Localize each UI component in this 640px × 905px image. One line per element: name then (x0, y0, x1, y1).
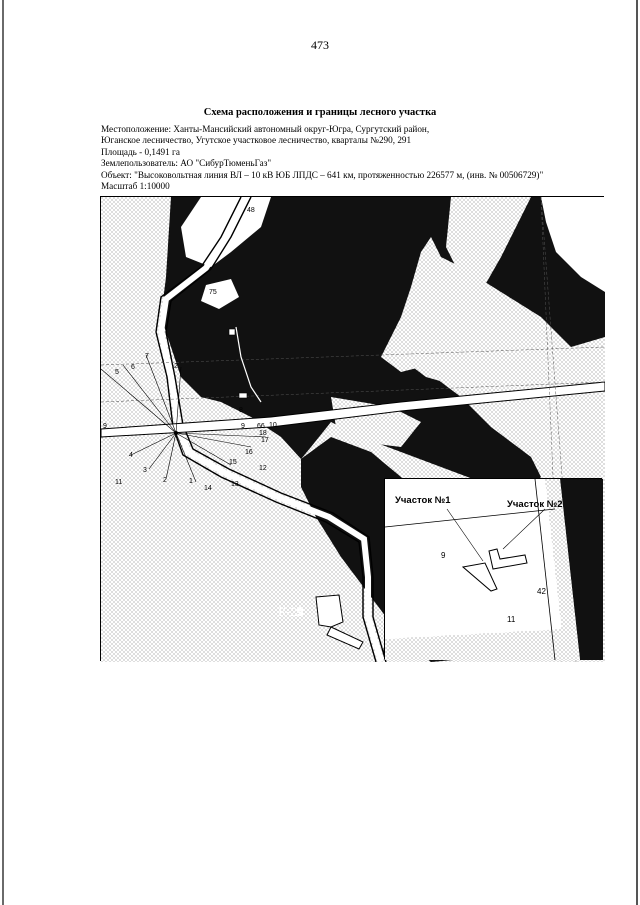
point-label-13: 13 (231, 481, 239, 488)
inset-label-42: 42 (537, 587, 546, 596)
point-label-6: 6 (131, 364, 135, 371)
info-location-line-2: Юганское лесничество, Угутское участковое лесничество, кварталы №290, 291 (101, 135, 412, 146)
point-label-17: 17 (261, 437, 269, 444)
point-label-2-upper: 2 (174, 363, 178, 370)
pad-k29 (316, 595, 343, 627)
info-block (101, 124, 621, 192)
info-scale: Масштаб 1:10000 (101, 181, 170, 192)
inset-label-9: 9 (441, 551, 446, 560)
point-label-10: 10 (269, 422, 277, 429)
point-label-16: 16 (245, 449, 253, 456)
point-label-5: 5 (115, 369, 119, 376)
inset-plot-1-label: Участок №1 (395, 495, 451, 506)
point-label-7: 7 (145, 353, 149, 360)
building-icon (229, 329, 235, 335)
info-location-line-1: Местоположение: Ханты-Мансийский автономный округ-Югра, Сургутский район, (101, 124, 430, 134)
point-label-9-left: 9 (103, 423, 107, 430)
point-label-12: 12 (259, 465, 267, 472)
page-number: 473 (311, 38, 329, 52)
point-label-15: 15 (229, 459, 237, 466)
point-label-14: 14 (204, 485, 212, 492)
point-label-11: 11 (115, 479, 123, 486)
point-label-18: 18 (259, 430, 267, 437)
point-label-66: 66 (257, 423, 265, 430)
survey-center-point (174, 431, 178, 435)
building-icon (239, 393, 247, 398)
label-75: 75 (209, 289, 217, 296)
document-title: Схема расположения и границы лесного участка (203, 107, 437, 118)
info-object: Объект: "Высоковольтная линия ВЛ – 10 кВ ЮБ ЛПДС – 641 км, протяженностью 226577 м, (инв. № 00506729)" (101, 169, 544, 180)
point-label-1: 1 (189, 478, 193, 485)
inset-graphic (385, 479, 603, 660)
page-edge-right (636, 0, 638, 905)
point-label-8: 8 (239, 407, 243, 414)
inset-map (384, 478, 602, 659)
inset-label-11: 11 (507, 615, 516, 624)
label-k29: К-29 (279, 605, 304, 619)
label-48: 48 (247, 207, 255, 214)
inset-plot-2-label: Участок №2 (507, 499, 563, 510)
info-area: Площадь - 0,1491 га (101, 146, 180, 157)
point-label-4: 4 (129, 452, 133, 459)
point-label-2: 2 (163, 477, 167, 484)
point-label-3: 3 (143, 467, 147, 474)
info-land-user: Землепользователь: АО "СибурТюменьГаз" (101, 158, 272, 169)
point-label-9: 9 (241, 423, 245, 430)
page-edge-left (2, 0, 4, 905)
